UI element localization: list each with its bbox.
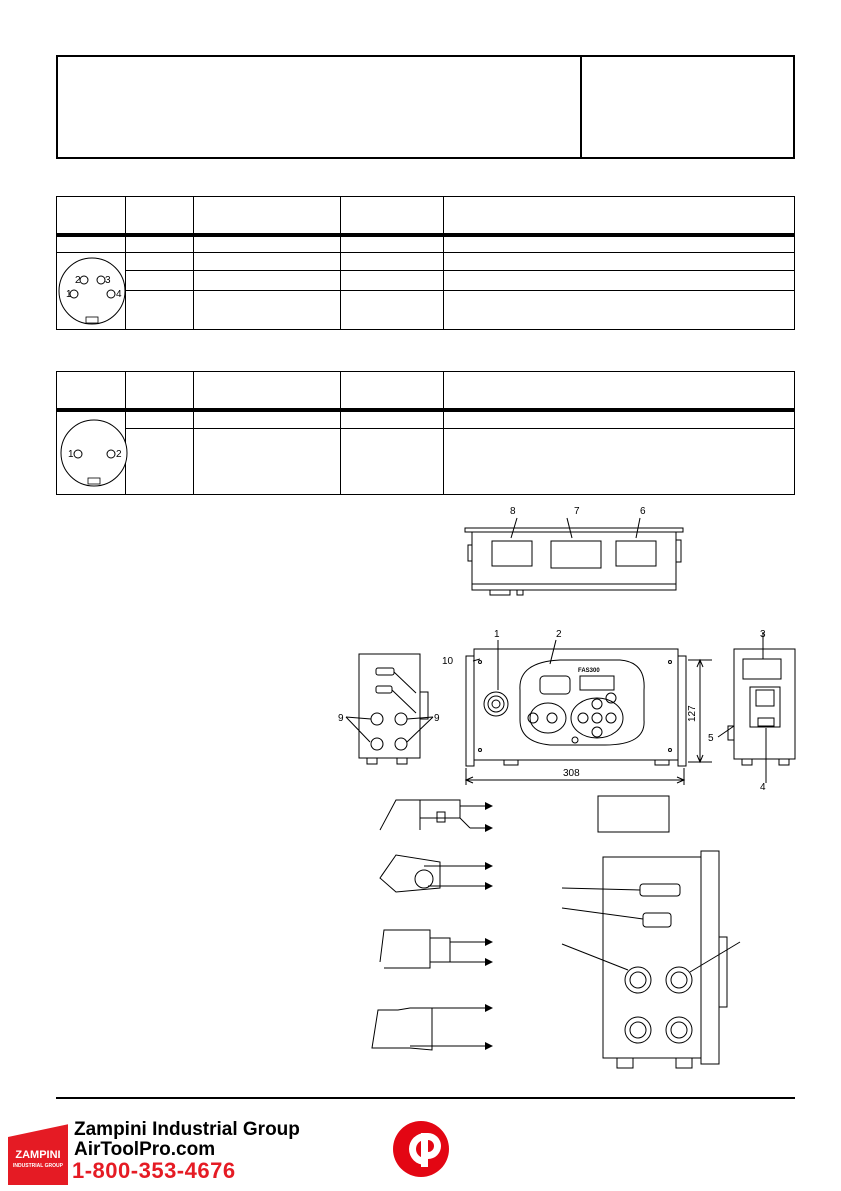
table-header-row (57, 197, 795, 236)
footer-rule (56, 1097, 795, 1099)
table-row (57, 410, 795, 429)
table-row (57, 235, 795, 252)
dimension-width: 308 (563, 768, 580, 779)
pin-label: 2 (116, 449, 122, 460)
callout-6: 6 (640, 506, 646, 517)
table-row (57, 270, 795, 290)
table-header-row (57, 372, 795, 411)
callout-10: 10 (442, 656, 454, 667)
enlarged-side-view (562, 851, 740, 1068)
controller-drawing (340, 496, 820, 1086)
top-view (465, 518, 683, 595)
front-view (466, 640, 712, 785)
callout-2: 2 (556, 629, 562, 640)
connector-2pin-cell (57, 410, 126, 495)
right-side-view (718, 632, 795, 783)
callout-5: 5 (708, 733, 714, 744)
callout-1: 1 (494, 629, 500, 640)
left-side-view (346, 654, 433, 764)
pin-label: 1 (68, 449, 74, 460)
logo-text-top: ZAMPINI (15, 1149, 61, 1161)
connector-table-2pin (56, 371, 795, 495)
callout-3: 3 (760, 629, 766, 640)
pin-label: 3 (105, 274, 111, 286)
connector-4pin-cell (57, 252, 126, 329)
pin-label: 4 (116, 288, 122, 300)
logo-text-bottom: INDUSTRIAL GROUP (13, 1163, 63, 1169)
callout-7: 7 (574, 506, 580, 517)
connector-table-4pin (56, 196, 795, 330)
callout-8: 8 (510, 506, 516, 517)
connector-2pin-icon (57, 412, 125, 494)
cable-connectors (372, 800, 485, 1050)
company-phone[interactable]: 1-800-353-4676 (72, 1158, 236, 1183)
callout-4: 4 (760, 782, 766, 793)
pin-label: 2 (75, 274, 81, 286)
table-row (57, 252, 795, 270)
zampini-logo (8, 1119, 68, 1185)
pin-label: 1 (66, 288, 72, 300)
cable-arrows (485, 802, 493, 1050)
title-box-divider (580, 57, 582, 157)
table-row (57, 290, 795, 329)
title-box (56, 55, 795, 159)
table-row (57, 429, 795, 495)
company-website[interactable]: AirToolPro.com (74, 1139, 216, 1160)
callout-9-left: 9 (338, 713, 344, 724)
panel-brand-label: FAS300 (578, 668, 600, 674)
blank-label-box (598, 796, 669, 832)
company-name: Zampini Industrial Group (74, 1119, 300, 1140)
dimension-height: 127 (687, 705, 698, 722)
callout-9-right: 9 (434, 713, 440, 724)
connector-4pin-icon (57, 253, 125, 329)
cp-logo-icon (392, 1120, 450, 1178)
